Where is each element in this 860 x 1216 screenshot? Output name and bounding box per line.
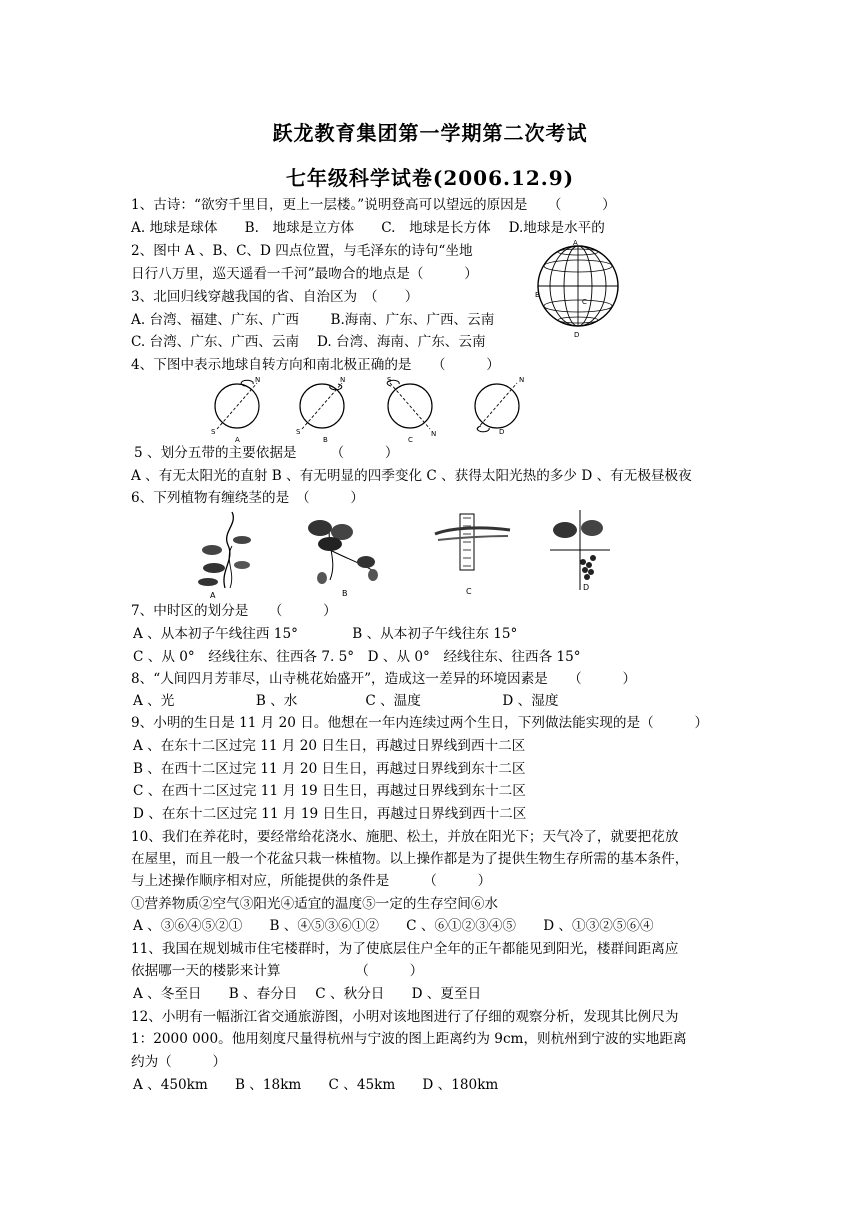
exam-title: 跃龙教育集团第一学期第二次考试 xyxy=(272,121,588,145)
question-5: 5 、划分五带的主要依据是 （ ） xyxy=(134,445,399,461)
q10-options: A 、③⑥④⑤②① B 、④⑤③⑥①② C 、⑥①②③④⑤ D 、①③②⑤⑥④ xyxy=(133,918,654,934)
question-2: 2、图中 A 、B、C、D 四点位置，与毛泽东的诗句“坐地 xyxy=(131,243,473,259)
plant-label-d: D xyxy=(583,583,590,592)
exam-subtitle: 七年级科学试卷(2006.12.9) xyxy=(285,166,575,190)
question-10: 10、我们在养花时，要经常给花浇水、施肥、松土，并放在阳光下；天气冷了，就要把花放 xyxy=(131,829,679,845)
rotation-figure xyxy=(205,374,545,444)
q5-options: A 、有无太阳光的直射 B 、有无明显的四季变化 C 、获得太阳光热的多少 D 、有无极昼极夜 xyxy=(131,468,692,484)
rotation-option-d xyxy=(475,376,524,436)
globe-label-d: D xyxy=(574,331,580,339)
rotation-option-c xyxy=(387,376,436,444)
svg-text:N: N xyxy=(519,376,525,384)
q7-options-cd: C 、从 0° 经线往东、往西各 7. 5° D 、从 0° 经线往东、往西各 15° xyxy=(133,649,581,665)
plant-label-b: B xyxy=(342,589,348,598)
plant-b-strawberry xyxy=(308,520,378,598)
q3-options-ab: A. 台湾、福建、广东、广西 B.海南、广东、广西、云南 xyxy=(131,312,495,328)
svg-text:S: S xyxy=(387,376,392,384)
globe-label-c: C xyxy=(582,298,587,306)
plants-figure xyxy=(180,510,620,600)
svg-text:S: S xyxy=(211,428,216,436)
question-11: 11、我国在规划城市住宅楼群时，为了使底层住户全年的正午都能见到阳光，楼群间距离应 xyxy=(131,941,679,957)
svg-text:N: N xyxy=(255,376,261,384)
question-10-cont2: 与上述操作顺序相对应，所能提供的条件是 （ ） xyxy=(131,873,492,889)
question-3: 3、北回归线穿越我国的省、自治区为 （ ） xyxy=(131,289,419,305)
question-12: 12、小明有一幅浙江省交通旅游图，小明对该地图进行了仔细的观察分析，发现其比例尺为 xyxy=(131,1009,679,1025)
rotation-option-b xyxy=(296,376,345,444)
question-2-cont: 日行八万里，巡天遥看一千河”最吻合的地点是（ ） xyxy=(131,266,478,282)
q1-options: A. 地球是球体 B. 地球是立方体 C. 地球是长方体 D.地球是水平的 xyxy=(131,220,605,236)
question-4: 4、下图中表示地球自转方向和南北极正确的是 （ ） xyxy=(131,357,500,373)
question-9: 9、小明的生日是 11 月 20 日。他想在一年内连续过两个生日，下列做法能实现的是（ ） xyxy=(131,715,709,731)
q10-conditions: ①营养物质②空气③阳光④适宜的温度⑤一定的生存空间⑥水 xyxy=(131,896,499,912)
plant-a-vine xyxy=(198,512,251,600)
globe-label-a: A xyxy=(573,240,578,247)
question-6: 6、下列植物有缠绕茎的是 （ ） xyxy=(131,490,364,506)
question-12-cont1: 1：2000 000。他用刻度尺量得杭州与宁波的图上距离约为 9cm，则杭州到宁波的实地距离 xyxy=(131,1031,687,1047)
q3-options-cd: C. 台湾、广东、广西、云南 D. 台湾、海南、广东、云南 xyxy=(131,334,486,350)
svg-text:D: D xyxy=(499,428,505,436)
q8-options: A 、光 B 、水 C 、温度 D 、湿度 xyxy=(133,693,559,709)
question-7: 7、中时区的划分是 （ ） xyxy=(131,603,337,619)
q7-options-ab: A 、从本初子午线往西 15° B 、从本初子午线往东 15° xyxy=(133,626,518,642)
plant-d-grape xyxy=(550,510,610,592)
rotation-option-a xyxy=(211,376,260,444)
rotation-label-c: C xyxy=(408,436,413,444)
question-1: 1、古诗：“欲穷千里目，更上一层楼。”说明登高可以望远的原因是 （ ） xyxy=(131,197,616,213)
svg-text:N: N xyxy=(340,376,346,384)
q9-option-d: D 、在东十二区过完 11 月 19 日生日，再越过日界线到西十二区 xyxy=(133,806,527,822)
svg-text:N: N xyxy=(431,430,437,438)
plant-c-stem xyxy=(435,514,510,596)
globe-label-b: B xyxy=(535,291,540,299)
question-11-cont: 依据哪一天的楼影来计算 （ ） xyxy=(131,963,424,979)
plant-label-c: C xyxy=(466,587,472,596)
q9-option-c: C 、在西十二区过完 11 月 19 日生日，再越过日界线到东十二区 xyxy=(133,783,526,799)
question-12-cont2: 约为（ ） xyxy=(131,1054,227,1070)
q11-options: A 、冬至日 B 、春分日 C 、秋分日 D 、夏至日 xyxy=(133,986,482,1002)
question-10-cont1: 在屋里，而且一般一个花盆只栽一株植物。以上操作都是为了提供生物生存所需的基本条件， xyxy=(131,851,689,867)
rotation-label-a: A xyxy=(235,436,240,444)
q9-option-a: A 、在东十二区过完 11 月 20 日生日，再越过日界线到西十二区 xyxy=(133,738,526,754)
q9-option-b: B 、在西十二区过完 11 月 20 日生日，再越过日界线到东十二区 xyxy=(133,761,526,777)
plant-label-a: A xyxy=(210,591,216,600)
rotation-label-b: B xyxy=(323,436,328,444)
globe-figure xyxy=(532,240,624,340)
question-8: 8、“人间四月芳菲尽，山寺桃花始盛开”，造成这一差异的环境因素是 （ ） xyxy=(131,671,637,687)
q12-options: A 、450km B 、18km C 、45km D 、180km xyxy=(133,1077,499,1093)
svg-text:S: S xyxy=(296,428,301,436)
